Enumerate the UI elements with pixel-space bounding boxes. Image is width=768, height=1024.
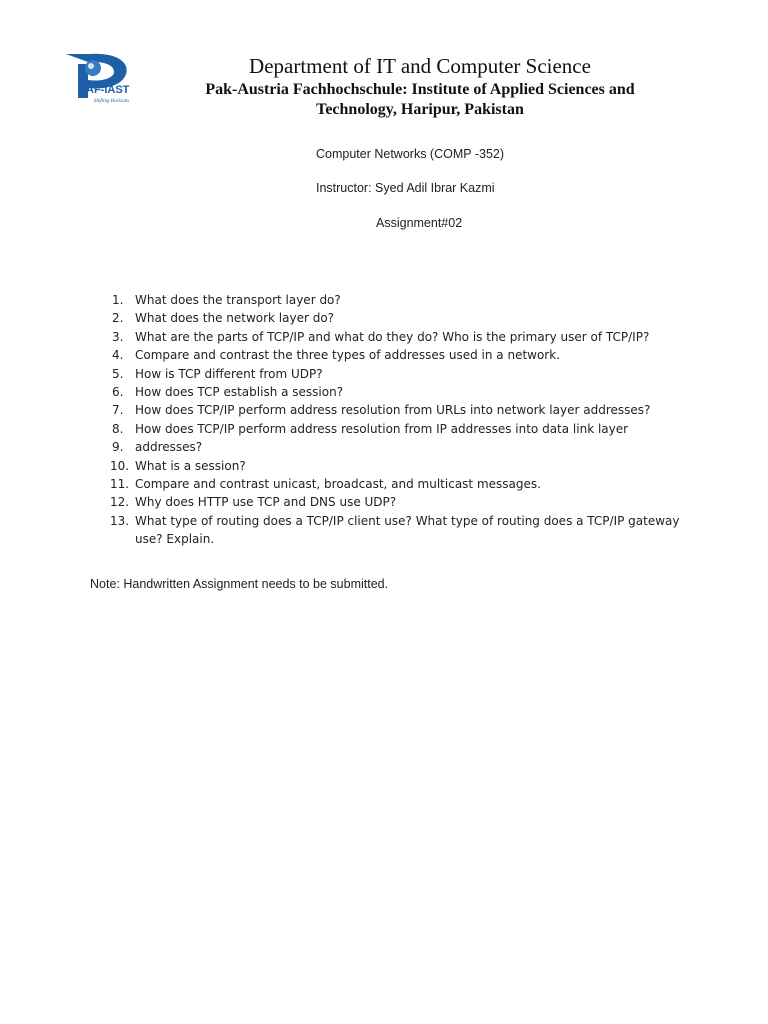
list-item: use? Explain. [135, 532, 215, 547]
list-item: 11. Compare and contrast unicast, broadcast, and multicast messages. [110, 477, 541, 492]
logo-tagline: Shifting Horizons [94, 99, 130, 104]
institute-logo [58, 48, 132, 104]
submission-note: Note: Handwritten Assignment needs to be submitted. [90, 577, 389, 591]
list-item: 8. How does TCP/IP perform address resolution from IP addresses into data link layer [112, 421, 629, 436]
list-item: 3. What are the parts of TCP/IP and what do they do? Who is the primary user of TCP/IP? [112, 329, 650, 344]
department-title: Department of IT and Computer Science [249, 54, 591, 78]
list-item: 2. What does the network layer do? [112, 311, 335, 326]
course-name: Computer Networks (COMP -352) [316, 147, 505, 161]
institute-name [160, 80, 680, 120]
list-item: 5. How is TCP different from UDP? [112, 366, 323, 381]
question-list [100, 291, 690, 549]
list-item: 6. How does TCP establish a session? [112, 385, 344, 400]
list-item: 4. Compare and contrast the three types of addresses used in a network. [112, 348, 561, 363]
list-item: 13. What type of routing does a TCP/IP client use? What type of routing does a TCP/IP gateway [110, 513, 680, 528]
logo-text: AF-IAST [86, 84, 130, 96]
institute-name-line-2: Technology, Haripur, Pakistan [316, 101, 524, 118]
institute-name-line-1: Pak-Austria Fachhochschule: Institute of Applied Sciences and [205, 81, 635, 98]
list-item: 1. What does the transport layer do? [112, 293, 341, 307]
instructor-name: Instructor: Syed Adil Ibrar Kazmi [316, 181, 495, 195]
list-item: 7. How does TCP/IP perform address resolution from URLs into network layer addresses? [112, 403, 651, 418]
list-item: 10. What is a session? [110, 458, 246, 473]
list-item: 9. addresses? [112, 440, 203, 455]
assignment-number: Assignment#02 [376, 216, 463, 230]
list-item: 12. Why does HTTP use TCP and DNS use UDP? [110, 495, 397, 510]
